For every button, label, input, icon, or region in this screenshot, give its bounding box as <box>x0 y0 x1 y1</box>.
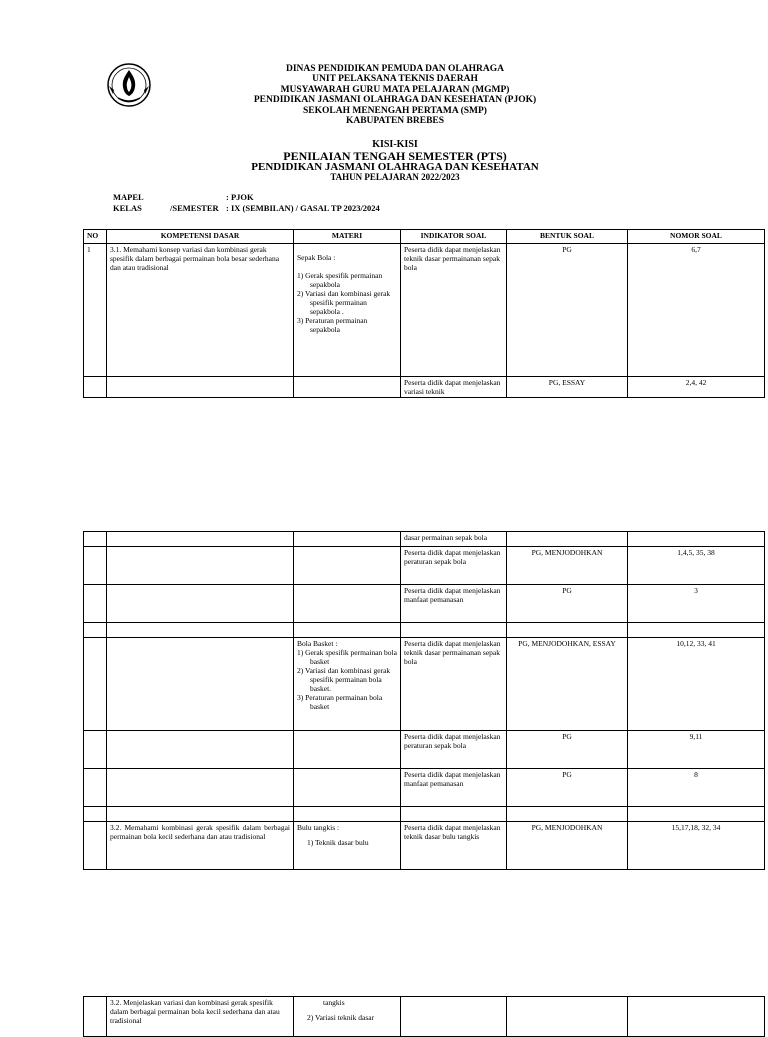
empty-cell <box>107 547 294 585</box>
cell-nomor: 3 <box>628 585 765 623</box>
cell-bentuk: PG, MENJODOHKAN <box>507 547 628 585</box>
cell-indikator: Peserta didik dapat menjelaskan teknik dasar bulu tangkis <box>401 822 507 870</box>
table-row <box>84 244 765 377</box>
table-row <box>84 807 765 822</box>
cell-nomor: 6,7 <box>628 244 765 377</box>
materi-item: 3) Peraturan permainan bola basket <box>297 693 383 711</box>
empty-cell <box>294 807 401 822</box>
empty-cell <box>507 997 628 1037</box>
cell-bentuk: PG <box>507 769 628 807</box>
empty-cell <box>107 623 294 638</box>
cell-materi <box>294 822 401 870</box>
table-row <box>84 731 765 769</box>
empty-cell <box>84 731 107 769</box>
cell-indikator: Peserta didik dapat menjelaskan teknik dasar permainanan sepak bola <box>401 638 507 731</box>
materi-title: Bulu tangkis : <box>297 823 340 832</box>
empty-cell <box>84 547 107 585</box>
materi-item: 1) Gerak spesifik permainan bola basket <box>297 648 397 666</box>
kisi-table-page1 <box>83 229 765 398</box>
letterhead-line: UNIT PELAKSANA TEKNIS DAERAH <box>312 74 478 85</box>
kelas-label: KELAS <box>113 203 142 213</box>
empty-cell <box>294 731 401 769</box>
empty-cell <box>294 585 401 623</box>
cell-indikator: dasar permainan sepak bola <box>401 532 507 547</box>
empty-cell <box>294 769 401 807</box>
cell-kd: 3.2. Menjelaskan variasi dan kombinasi gerak spesifik dalam berbagai permainan bola kecil sederhana dan atau tradisional <box>107 997 294 1037</box>
cell-nomor: 15,17,18, 32, 34 <box>628 822 765 870</box>
cell-bentuk: PG <box>507 244 628 377</box>
cell-nomor: 1,4,5, 35, 38 <box>628 547 765 585</box>
empty-cell <box>507 807 628 822</box>
table-row <box>84 769 765 807</box>
cell-materi <box>294 638 401 731</box>
kelas-value: : IX (SEMBILAN) / GASAL TP 2023/2024 <box>226 203 380 213</box>
empty-cell <box>107 769 294 807</box>
cell-indikator: Peserta didik dapat menjelaskan manfaat pemanasan <box>401 585 507 623</box>
table-row <box>84 377 765 398</box>
empty-cell <box>294 623 401 638</box>
empty-cell <box>107 585 294 623</box>
cell-nomor: 8 <box>628 769 765 807</box>
empty-cell <box>401 997 507 1037</box>
empty-cell <box>84 585 107 623</box>
table-row <box>84 532 765 547</box>
empty-cell <box>401 807 507 822</box>
materi-title: Bola Basket : <box>297 639 338 648</box>
cell-bentuk: PG <box>507 585 628 623</box>
col-header-indikator: INDIKATOR SOAL <box>401 230 507 244</box>
cell-bentuk: PG, ESSAY <box>507 377 628 398</box>
materi-title: Sepak Bola : <box>297 253 336 262</box>
table-row <box>84 997 765 1037</box>
empty-cell <box>107 532 294 547</box>
cell-nomor: 10,12, 33, 41 <box>628 638 765 731</box>
semester-label: /SEMESTER <box>170 203 219 213</box>
empty-cell <box>84 997 107 1037</box>
empty-cell <box>107 638 294 731</box>
doc-year: TAHUN PELAJARAN 2022/2023 <box>330 172 460 182</box>
cell-kd: 3.1. Memahami konsep variasi dan kombinasi gerak spesifik dalam berbagai permainan bola besar sederhana dan atau tradisional <box>107 244 294 377</box>
letterhead <box>190 64 600 126</box>
table-row <box>84 638 765 731</box>
cell-nomor: 2,4, 42 <box>628 377 765 398</box>
empty-cell <box>294 547 401 585</box>
empty-cell <box>107 731 294 769</box>
cell-indikator: Peserta didik dapat menjelaskan teknik dasar permainanan sepak bola <box>401 244 507 377</box>
materi-item: 3) Peraturan permainan sepakbola <box>297 316 368 334</box>
table-row <box>84 623 765 638</box>
cell-indikator: Peserta didik dapat menjelaskan peraturan sepak bola <box>401 547 507 585</box>
empty-cell <box>84 532 107 547</box>
letterhead-line: KABUPATEN BREBES <box>345 116 445 127</box>
empty-cell <box>507 623 628 638</box>
col-header-materi: MATERI <box>294 230 401 244</box>
cell-materi <box>294 997 401 1037</box>
kisi-table-page3 <box>83 996 765 1037</box>
letterhead-line: PENDIDIKAN JASMANI OLAHRAGA DAN KESEHATAN (PJOK) <box>253 95 537 106</box>
cell-indikator: Peserta didik dapat menjelaskan variasi teknik <box>401 377 507 398</box>
empty-cell <box>628 807 765 822</box>
empty-cell <box>507 532 628 547</box>
cell-kd: 3.2. Memahami kombinasi gerak spesifik dalam berbagai permainan bola kecil sederhana dan atau tradisional <box>107 822 294 870</box>
cell-nomor: 9,11 <box>628 731 765 769</box>
doc-kisi: KISI-KISI <box>372 139 418 150</box>
empty-cell <box>84 769 107 807</box>
doc-pts: PENILAIAN TENGAH SEMESTER (PTS) <box>283 149 507 163</box>
materi-item: 2) Variasi teknik dasar <box>307 1013 375 1022</box>
doc-subject: PENDIDIKAN JASMANI OLAHRAGA DAN KESEHATAN <box>251 161 539 173</box>
table-row <box>84 547 765 585</box>
materi-item: 1) Teknik dasar bulu <box>307 838 369 847</box>
table-row <box>84 822 765 870</box>
empty-cell <box>628 997 765 1037</box>
col-header-nomor: NOMOR SOAL <box>628 230 765 244</box>
materi-item: 1) Gerak spesifik permainan sepakbola <box>297 271 383 289</box>
col-header-kd: KOMPETENSI DASAR <box>107 230 294 244</box>
cell-no: 1 <box>84 244 107 377</box>
cell-materi <box>294 244 401 377</box>
empty-cell <box>628 623 765 638</box>
materi-item: 2) Variasi dan kombinasi gerak spesifik permainan bola basket. <box>297 666 391 693</box>
empty-cell <box>628 532 765 547</box>
empty-cell <box>84 623 107 638</box>
empty-cell <box>84 822 107 870</box>
table-row <box>84 585 765 623</box>
cell-bentuk: PG <box>507 731 628 769</box>
empty-cell <box>294 532 401 547</box>
mapel-label: MAPEL <box>113 192 144 202</box>
letterhead-line: MUSYAWARAH GURU MATA PELAJARAN (MGMP) <box>280 84 510 95</box>
cell-bentuk: PG, MENJODOHKAN <box>507 822 628 870</box>
letterhead-line: SEKOLAH MENENGAH PERTAMA (SMP) <box>303 105 487 116</box>
col-header-bentuk: BENTUK SOAL <box>507 230 628 244</box>
logo-emblem <box>106 62 152 108</box>
col-header-no: NO <box>84 230 107 244</box>
cell-indikator: Peserta didik dapat menjelaskan peraturan sepak bola <box>401 731 507 769</box>
mapel-value: : PJOK <box>226 192 254 202</box>
empty-cell <box>401 623 507 638</box>
materi-item: tangkis <box>323 998 345 1007</box>
materi-item: 2) Variasi dan kombinasi gerak spesifik permainan sepakbola . <box>297 289 391 316</box>
empty-cell <box>84 807 107 822</box>
kisi-table-page2 <box>83 531 765 870</box>
letterhead-line: DINAS PENDIDIKAN PEMUDA DAN OLAHRAGA <box>286 64 504 74</box>
cell-indikator: Peserta didik dapat menjelaskan manfaat pemanasan <box>401 769 507 807</box>
cell-bentuk: PG, MENJODOHKAN, ESSAY <box>507 638 628 731</box>
empty-cell <box>107 807 294 822</box>
empty-cell <box>84 638 107 731</box>
